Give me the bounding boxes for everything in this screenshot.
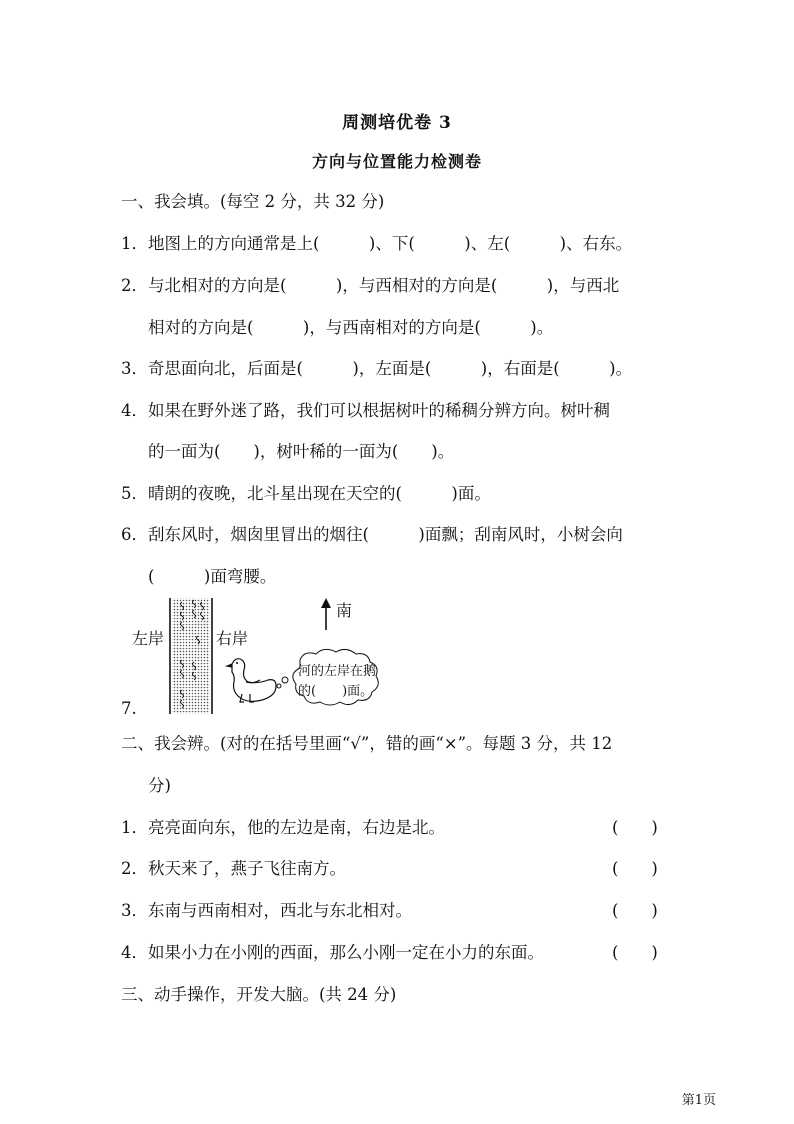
question-1: 1．地图上的方向通常是上( )、下( )、左( )、右东。 [121, 234, 633, 253]
question-5: 5．晴朗的夜晚，北斗星出现在天空的( )面。 [121, 484, 491, 503]
south-arrow-head [321, 598, 331, 608]
judge-item-1-text: 1．亮亮面向东，他的左边是南，右边是北。 [121, 818, 445, 837]
judge-item-4-text: 4．如果小力在小刚的西面，那么小刚一定在小力的东面。 [121, 943, 544, 962]
bubble-line1: 河的左岸在鹅 [298, 664, 377, 679]
goose-eye [236, 662, 238, 664]
right-bank-label: 右岸 [216, 629, 249, 648]
question-4-line1: 4．如果在野外迷了路，我们可以根据树叶的稀稠分辨方向。树叶稠 [121, 401, 610, 420]
judge-item-2-answer-paren[interactable]: ( ) [612, 859, 658, 878]
question-2-line1: 2．与北相对的方向是( )，与西相对的方向是( )，与西北 [121, 276, 620, 295]
section2-heading-line2: 分) [148, 776, 171, 795]
page-title: 周测培优卷 3 [342, 113, 452, 133]
page-subtitle: 方向与位置能力检测卷 [311, 152, 482, 171]
page-number: 第1页 [681, 1093, 716, 1108]
question-2-line2: 相对的方向是( )，与西南相对的方向是( )。 [148, 318, 554, 337]
judge-item-1-answer-paren[interactable]: ( ) [612, 818, 658, 837]
judge-item-2-text: 2．秋天来了，燕子飞往南方。 [121, 859, 346, 878]
question-6-line1: 6．刮东风时，烟囱里冒出的烟往( )面飘；刮南风时，小树会向 [121, 525, 623, 544]
question-3: 3．奇思面向北，后面是( )，左面是( )，右面是( )。 [121, 359, 633, 378]
bubble-line2: 的( )面。 [298, 684, 374, 699]
river-goose-diagram [128, 596, 418, 718]
question-7-number: 7. [121, 699, 137, 718]
section3-heading: 三、动手操作，开发大脑。(共 24 分) [121, 985, 397, 1004]
goose-icon [227, 659, 276, 702]
question-4-line2: 的一面为( )，树叶稀的一面为( )。 [148, 442, 455, 461]
judge-item-3-answer-paren[interactable]: ( ) [612, 901, 658, 920]
south-label: 南 [336, 601, 353, 620]
left-bank-label: 左岸 [132, 629, 165, 648]
river-water [172, 598, 210, 714]
judge-item-4-answer-paren[interactable]: ( ) [612, 943, 658, 962]
section2-heading-line1: 二、我会辨。(对的在括号里画“√”，错的画“×”。每题 3 分，共 12 [121, 734, 613, 753]
judge-item-3-text: 3．东南与西南相对，西北与东北相对。 [121, 901, 412, 920]
question-6-line2: ( )面弯腰。 [148, 567, 277, 586]
section1-heading: 一、我会填。(每空 2 分，共 32 分) [121, 192, 385, 211]
